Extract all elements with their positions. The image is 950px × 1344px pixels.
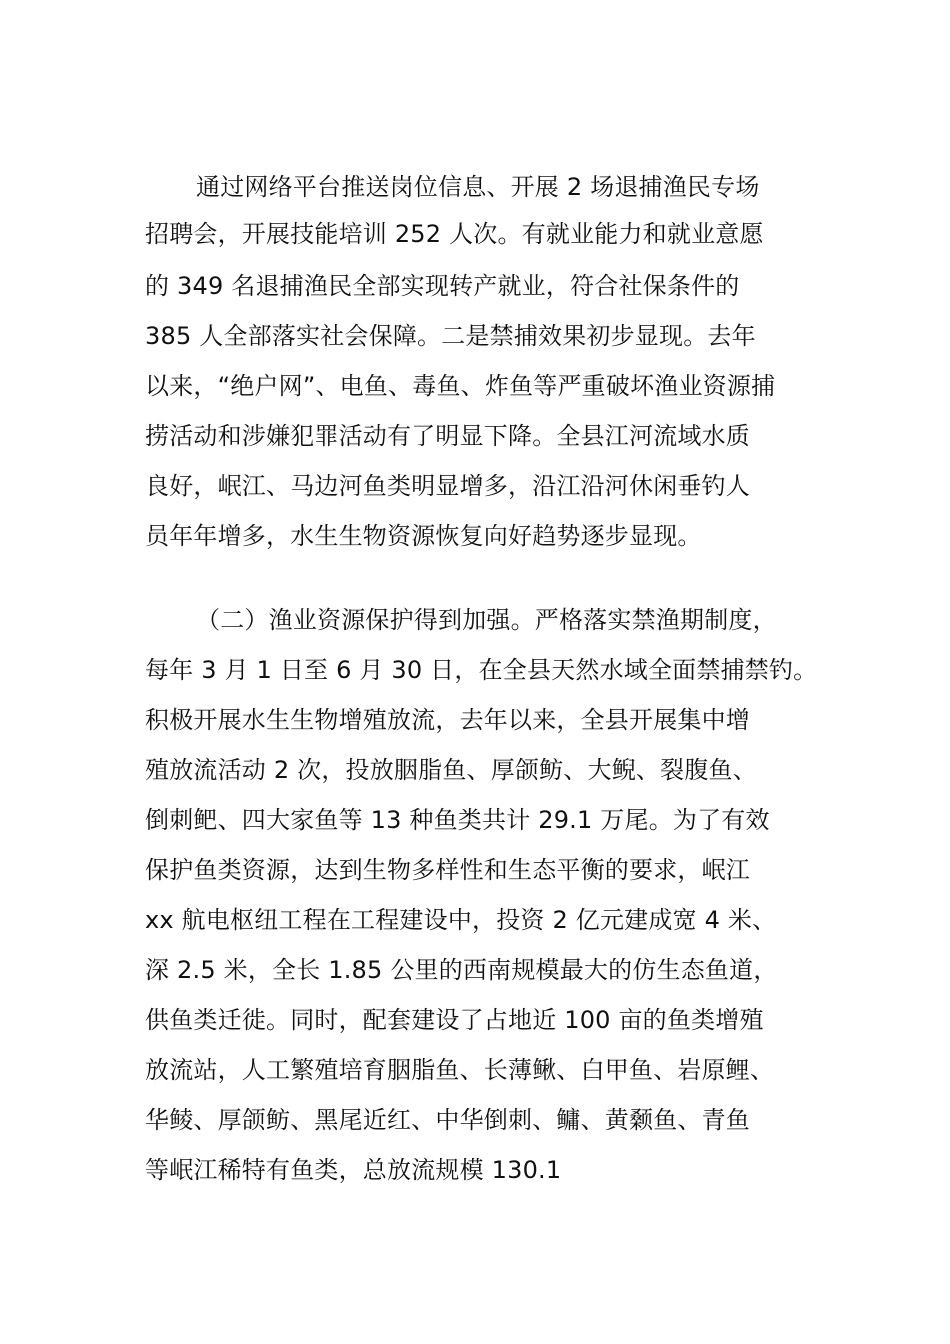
paragraph-1-line-3: 的 349 名退捕渔民全部实现转产就业，符合社保条件的 <box>145 272 740 300</box>
paragraph-2-line-11: 华鲮、厚颌鲂、黑尾近红、中华倒刺、鳙、黄颡鱼、青鱼 <box>145 1106 750 1134</box>
paragraph-1-line-6: 捞活动和涉嫌犯罪活动有了明显下降。全县江河流域水质 <box>145 422 750 450</box>
paragraph-2-line-5: 倒刺鲃、四大家鱼等 13 种鱼类共计 29.1 万尾。为了有效 <box>145 806 770 834</box>
paragraph-2-line-2: 每年 3 月 1 日至 6 月 30 日，在全县天然水域全面禁捕禁钓。 <box>145 656 818 684</box>
paragraph-2-line-4: 殖放流活动 2 次，投放胭脂鱼、厚颌鲂、大鲵、裂腹鱼、 <box>145 756 757 784</box>
paragraph-1-line-5: 以来，“绝户网”、电鱼、毒鱼、炸鱼等严重破坏渔业资源捕 <box>145 372 776 400</box>
paragraph-2-line-8: 深 2.5 米，全长 1.85 公里的西南规模最大的仿生态鱼道， <box>145 956 778 984</box>
paragraph-2-line-9: 供鱼类迁徙。同时，配套建设了占地近 100 亩的鱼类增殖 <box>145 1006 764 1034</box>
paragraph-2-line-10: 放流站，人工繁殖培育胭脂鱼、长薄鳅、白甲鱼、岩原鲤、 <box>145 1056 775 1084</box>
paragraph-1-line-7: 良好，岷江、马边河鱼类明显增多，沿江沿河休闲垂钓人 <box>145 472 750 500</box>
paragraph-2-line-12: 等岷江稀特有鱼类，总放流规模 130.1 <box>145 1156 562 1184</box>
paragraph-1-line-4: 385 人全部落实社会保障。二是禁捕效果初步显现。去年 <box>145 322 756 350</box>
paragraph-2-line-1: （二）渔业资源保护得到加强。严格落实禁渔期制度， <box>196 606 777 634</box>
paragraph-2-line-7: xx 航电枢纽工程在工程建设中，投资 2 亿元建成宽 4 米、 <box>145 906 777 934</box>
paragraph-1-line-2: 招聘会，开展技能培训 252 人次。有就业能力和就业意愿 <box>145 220 764 248</box>
paragraph-2-line-3: 积极开展水生生物增殖放流，去年以来，全县开展集中增 <box>145 706 750 734</box>
paragraph-2-line-6: 保护鱼类资源，达到生物多样性和生态平衡的要求，岷江 <box>145 856 750 884</box>
paragraph-1-line-8: 员年年增多，水生生物资源恢复向好趋势逐步显现。 <box>145 522 702 550</box>
paragraph-1-line-1: 通过网络平台推送岗位信息、开展 2 场退捕渔民专场 <box>196 173 760 201</box>
